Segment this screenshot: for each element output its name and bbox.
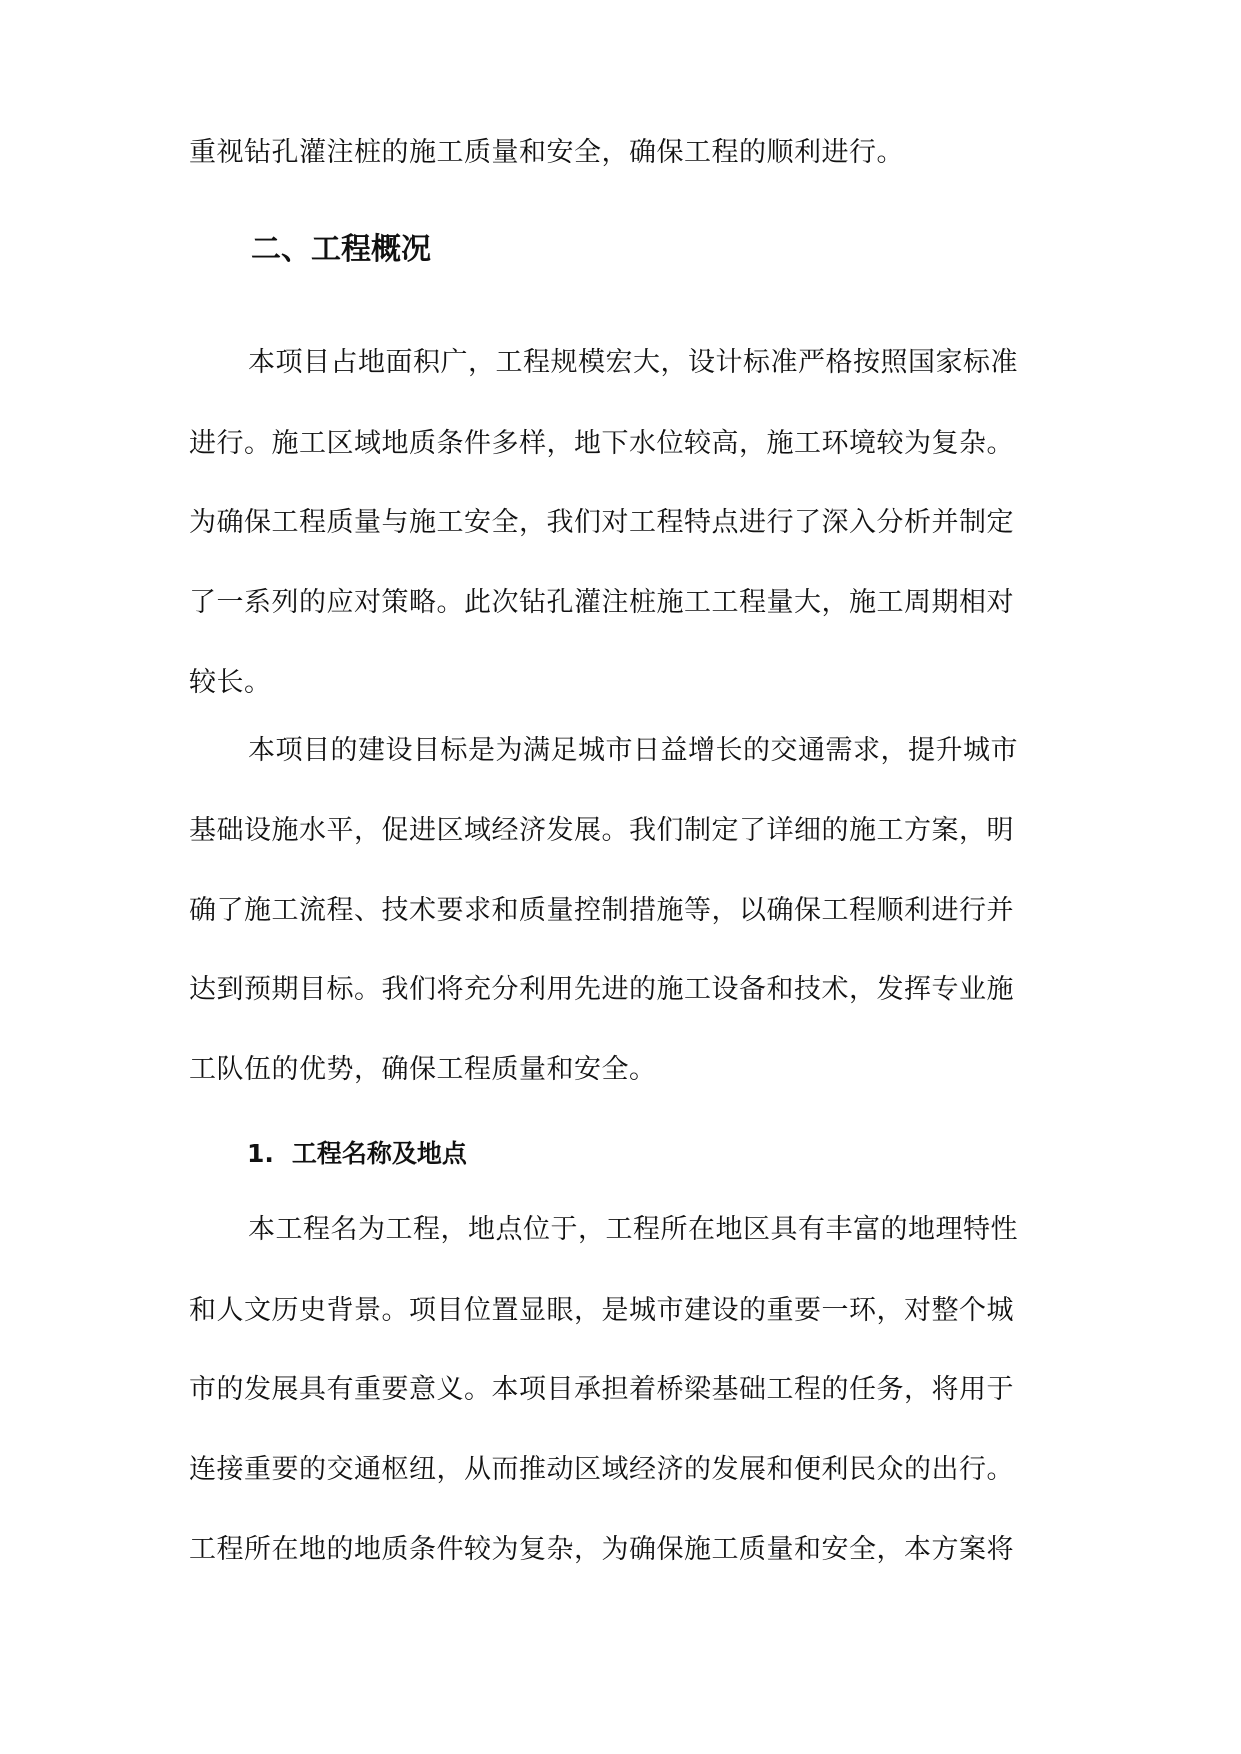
paragraph-3-line-5: 工程所在地的地质条件较为复杂，为确保施工质量和安全，本方案将 <box>189 1534 1014 1565</box>
paragraph-3-line-1: 本工程名为工程，地点位于，工程所在地区具有丰富的地理特性 <box>248 1214 1018 1245</box>
paragraph-1-line-4: 了一系列的应对策略。此次钻孔灌注桩施工工程量大，施工周期相对 <box>189 587 1014 618</box>
paragraph-2-line-2: 基础设施水平，促进区域经济发展。我们制定了详细的施工方案，明 <box>189 815 1014 846</box>
paragraph-3-line-3: 市的发展具有重要意义。本项目承担着桥梁基础工程的任务，将用于 <box>189 1374 1014 1405</box>
subsection-title: 工程名称及地点 <box>291 1139 467 1168</box>
paragraph-3-line-4: 连接重要的交通枢纽，从而推动区域经济的发展和便利民众的出行。 <box>189 1454 1014 1485</box>
intro-line-1: 重视钻孔灌注桩的施工质量和安全，确保工程的顺利进行。 <box>189 137 904 168</box>
paragraph-1-line-3: 为确保工程质量与施工安全，我们对工程特点进行了深入分析并制定 <box>189 507 1014 538</box>
paragraph-2-line-1: 本项目的建设目标是为满足城市日益增长的交通需求，提升城市 <box>248 735 1018 766</box>
paragraph-2-line-5: 工队伍的优势，确保工程质量和安全。 <box>189 1054 657 1085</box>
paragraph-2-line-3: 确了施工流程、技术要求和质量控制措施等，以确保工程顺利进行并 <box>189 895 1014 926</box>
paragraph-2-line-4: 达到预期目标。我们将充分利用先进的施工设备和技术，发挥专业施 <box>189 974 1014 1005</box>
paragraph-3-line-2: 和人文历史背景。项目位置显眼，是城市建设的重要一环，对整个城 <box>189 1295 1014 1326</box>
section-heading: 二、工程概况 <box>251 232 431 267</box>
paragraph-1-line-1: 本项目占地面积广，工程规模宏大，设计标准严格按照国家标准 <box>248 347 1018 378</box>
subsection-heading <box>247 1139 467 1169</box>
paragraph-1-line-5: 较长。 <box>189 667 272 698</box>
paragraph-1-line-2: 进行。施工区域地质条件多样，地下水位较高，施工环境较为复杂。 <box>189 428 1014 459</box>
subsection-number: 1. <box>247 1139 274 1168</box>
